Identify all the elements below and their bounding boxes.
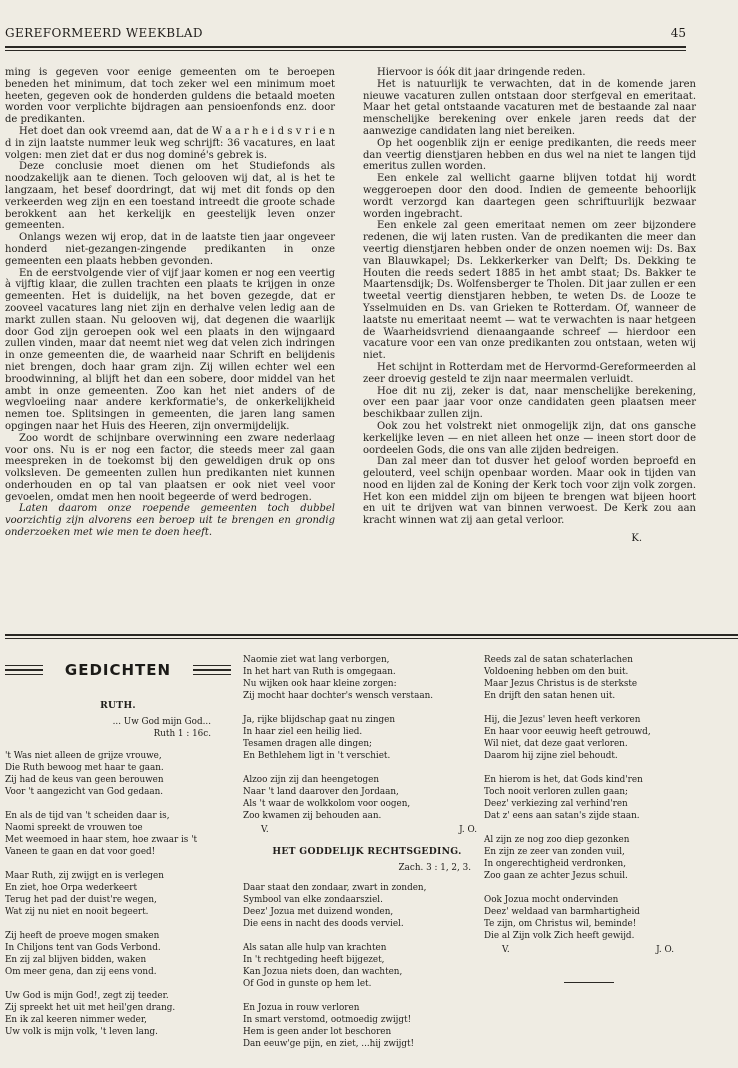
publication-title: GEREFORMEERD WEEKBLAD — [5, 26, 203, 40]
poem-line: Al zijn ze nog zoo diep gezonken — [484, 835, 630, 845]
poem-stanza — [5, 930, 231, 978]
poem-line: In smart verstomd, ootmoedig zwijgt! — [243, 1015, 412, 1025]
article-paragraph: Een enkele zal geen emeritaat nemen om zeer bijzondere redenen, die wij laten rusten. Van de predikanten die meer dan veertig dienstjaren hebben onder de onzen noemen wij: Ds. Bax van Blauwkapel; Ds. Lekkerkerker van Delft; Ds. Dekking te Houten die reeds sedert 1885 in het ambt staat; Ds. Bakker te Maartensdijk; Ds. Wolfensberger te Tholen. Dit jaar zullen er een tweetal veertig dienstjaren hebben, te weten Ds. de Looze te Ysselmuiden en Ds. van Grieken te Rotterdam. Of, wanneer de laatste nu emeritaat neemt — wat te verwachten is naar hetgeen de Waarheidsvriend dienaangaande schreef — hierdoor een vacature voor een van onze predikanten zou ontstaan, weten wij niet. — [363, 220, 696, 362]
poem-line: Voldoening hebben om den buit. — [484, 667, 629, 677]
poem-line: Naomie ziet wat lang verborgen, — [243, 655, 390, 665]
poem-line: Dan eeuw'ge pijn, en ziet, ...hij zwijgt! — [243, 1039, 415, 1049]
poem-line: Ook Jozua mocht ondervinden — [484, 895, 619, 905]
article-paragraph: Laten daarom onze roepende gemeenten toch dubbel voorzichtig zijn alvorens een beroep uit te brengen en grondig onderzoeken met wie men te doen heeft. — [5, 503, 335, 539]
poem-line: En Bethlehem ligt in 't verschiet. — [243, 751, 391, 761]
poem-line: En hierom is het, dat Gods kind'ren — [484, 775, 643, 785]
poem-stanza — [243, 774, 491, 822]
poem-epigraph: ... Uw God mijn God... — [112, 717, 211, 727]
poem-line: Voor 't aangezicht van God gedaan. — [5, 787, 164, 797]
poem-line: Of God in gunste op hem let. — [243, 979, 372, 989]
poem-line: Maar Ruth, zij zwijgt en is verlegen — [5, 871, 164, 881]
poem-line: Wil niet, dat deze gaat verloren. — [484, 739, 628, 749]
ornament-rule — [5, 669, 43, 671]
article-paragraph: Deze conclusie moet dienen om het Studiefonds als noodzakelijk aan te dienen. Toch gelooven wij dat, al is het te langzaam, het besef doordringt, dat wij met dit fonds op den verkeerden weg zijn en een toestand intreedt die groote schade berokkent aan het kerkelijk en geestelijk leven onzer gemeenten. — [5, 161, 335, 232]
poem-line: Ja, rijke blijdschap gaat nu zingen — [243, 715, 396, 725]
poem-line: Maar Jezus Christus is de sterkste — [484, 679, 638, 689]
poem-line: Naomi spreekt de vrouwen toe — [5, 823, 143, 833]
article-paragraph: Hiervoor is óók dit jaar dringende reden. — [377, 67, 586, 78]
poem-line: In Chiljons tent van Gods Verbond. — [5, 943, 161, 953]
ornament-rule — [193, 665, 231, 666]
poem-line: In het hart van Ruth is omgegaan. — [243, 667, 396, 677]
poem-line: Reeds zal de satan schaterlachen — [484, 655, 633, 665]
rechtsgeding-stanzas-part1 — [243, 882, 491, 1050]
article-column-right — [363, 67, 696, 545]
poem-line: En Jozua in rouw verloren — [243, 1003, 360, 1013]
poem-line: Alzoo zijn zij dan heengetogen — [243, 775, 380, 785]
poem-line: En als de tijd van 't scheiden daar is, — [5, 811, 170, 821]
poem-line: Die eens in nacht des doods verviel. — [243, 919, 404, 929]
poem-line: Die Ruth bewoog met haar te gaan. — [5, 763, 164, 773]
poem-line: Toch nooit verloren zullen gaan; — [484, 787, 628, 797]
poem-line: Hij, die Jezus' leven heeft verkoren — [484, 715, 641, 725]
poem-line: Uw God is mijn God!, zegt zij teeder. — [5, 991, 169, 1001]
poem-line: Naar 't land daarover den Jordaan, — [243, 787, 399, 797]
article-paragraph: Het is natuurlijk te verwachten, dat in de komende jaren nieuwe vacaturen zullen ontstaan door sterfgeval en emeritaat. Maar het getal ontstaande vacaturen met de bestaande zal naar menschelijke berekening over enkele jaren reeds dat der aanwezige candidaten lang niet bereiken. — [363, 78, 696, 137]
article-paragraph: Dan zal meer dan tot dusver het geloof worden beproefd en gelouterd, veel schijn openbaar worden. Maar ook in tijden van nood en lijden zal de Koning der Kerk toch voor zijn volk zorgen. Het kon een middel zijn om bijeen te brengen wat bijeen hoort en uit te drijven wat van binnen verwoest. De Kerk zou aan kracht winnen wat zij aan getal verloor. — [363, 456, 696, 527]
end-rule — [564, 982, 614, 983]
article-paragraph: Op het oogenblik zijn er eenige predikanten, die reeds meer dan veertig dienstjaren hebben en dus wel na niet te langen tijd emeritus zullen worden. — [363, 137, 696, 173]
poem-line: Daarom hij zijne ziel behoudt. — [484, 751, 618, 761]
poem-line: Vaneen te gaan en dat voor goed! — [5, 847, 156, 857]
poem-column-2 — [243, 654, 491, 1062]
poem-stanza — [243, 1002, 491, 1050]
poem-line: Nu wijken ook haar kleine zorgen: — [243, 679, 397, 689]
poem-line: In 't rechtgeding heeft bijgezet, — [243, 955, 385, 965]
poem-line: En drijft den satan henen uit. — [484, 691, 616, 701]
poem-line: Dat z' eens aan satan's zijde staan. — [484, 811, 640, 821]
poem-line: Zij had de keus van geen berouwen — [5, 775, 164, 785]
article-column-left — [5, 67, 335, 539]
poem-line: Die al Zijn volk Zich heeft gewijd. — [484, 931, 635, 941]
poem-reference: Ruth 1 : 16c. — [153, 729, 211, 739]
poem-line: Zij spreekt het uit met heil'gen drang. — [5, 1003, 176, 1013]
poem-title-rechtsgeding: HET GODDELIJK RECHTSGEDING. — [272, 846, 462, 857]
gedichten-header — [5, 657, 231, 683]
ruth-stanzas-part2 — [243, 654, 491, 822]
poem-line: Deez' verkiezing zal verhind'ren — [484, 799, 628, 809]
poem-stanza — [243, 654, 491, 702]
header-rule-thin — [5, 50, 686, 51]
article-paragraph: Ook zou het volstrekt niet onmogelijk zijn, dat ons gansche kerkelijke leven — en niet alleen het onze — ineen stort door de oordeelen Gods, die ons van alle zijden bedreigen. — [363, 420, 696, 456]
poem-stanza — [484, 654, 704, 702]
poem-stanza — [243, 714, 491, 762]
poem-line: Als satan alle hulp van krachten — [243, 943, 387, 953]
poem-line: En ziet, hoe Orpa wederkeert — [5, 883, 137, 893]
poem-line: Als 't waar de wolkkolom voor oogen, — [243, 799, 411, 809]
poem-line: Wat zij nu niet en nooit begeert. — [5, 907, 149, 917]
poem-stanza — [5, 870, 231, 918]
poem-line: Kan Jozua niets doen, dan wachten, — [243, 967, 403, 977]
poem-line: En zijn ze zeer van zonden vuil, — [484, 847, 625, 857]
article-paragraph: Hoe dit nu zij, zeker is dat, naar menschelijke berekening, over een paar jaar voor onze candidaten geen plaatsen meer beschikbaar zullen zijn. — [363, 385, 696, 421]
poem-line: Te zijn, om Christus wil, beminde! — [484, 919, 637, 929]
article-paragraph: Zoo wordt de schijnbare overwinning een zware nederlaag voor ons. Nu is er nog een factor, die steeds meer zal gaan meespreken in de toekomst bij den geweldigen druk op ons volksleven. De gemeenten zullen hun predikanten niet kunnen onderhouden en op tal van plaatsen er ook niet veel voor gevoelen, omdat men hen nooit begeerde of werd bedrogen. — [5, 432, 335, 503]
poem-reference: Zach. 3 : 1, 2, 3. — [398, 863, 471, 873]
article-paragraph: Onlangs wezen wij erop, dat in de laatste tien jaar ongeveer honderd niet-gezangen-zingende predikanten in onze gemeenten een plaats hebben gevonden. — [5, 232, 335, 267]
poem-line: Daar staat den zondaar, zwart in zonden, — [243, 883, 427, 893]
poem-stanza — [5, 810, 231, 858]
article-paragraph: En de eerstvolgende vier of vijf jaar komen er nog een veertig à vijftig klaar, die zullen trachten een plaats te krijgen in onze gemeenten. Het is duidelijk, na het boven gezegde, dat er zooveel vacatures lang niet zijn en derhalve velen ledig aan de markt zullen staan. Nu gelooven wij, dat degenen die waarlijk door God zijn geroepen ook wel een plaats in den wijngaard zullen vinden, maar dat neemt niet weg dat velen zich indringen in onze gemeenten die, de waarheid naar Schrift en belijdenis niet brengen, doch haar gram zijn. Zij willen echter wel een broodwinning, al blijft het dan een sobere, door middel van het ambt in onze gemeenten. Zoo kan het niet anders of de wegvloeiing naar andere kerkformatie's, de onkerkelijkheid nemen toe. Splitsingen in gemeenten, die jaren lang samen opgingen naar het Huis des Heeren, zijn onvermijdelijk. — [5, 267, 335, 432]
ornament-rule — [193, 674, 231, 675]
poem-line: In ongerechtigheid verdronken, — [484, 859, 627, 869]
poem-line: Met weemoed in haar stem, hoe zwaar is 't — [5, 835, 198, 845]
ornament-rule — [5, 674, 43, 675]
gedichten-title: GEDICHTEN — [64, 661, 172, 679]
poem-stanza — [243, 942, 491, 990]
poem-stanza — [243, 882, 491, 930]
section-rule-thin — [5, 638, 738, 639]
poem-line: In haar ziel een heilig lied. — [243, 727, 363, 737]
poem-line: Deez' Jozua met duizend wonden, — [243, 907, 394, 917]
rechtsgeding-stanzas-part2 — [484, 654, 704, 942]
article-paragraph: ming is gegeven voor eenige gemeenten om te beroepen beneden het minimum, dat toch zeker wel een minimum moet heeten, gegeven ook de honderden guldens die betaald moeten worden voor verplichte bijdragen aan pensioenfonds enz. door de predikanten. — [5, 67, 335, 126]
poem-line: Terug het pad der duist're wegen, — [5, 895, 157, 905]
poem-line: Om meer gena, dan zij eens vond. — [5, 967, 157, 977]
poem-line: En haar voor eeuwig heeft getrouwd, — [484, 727, 651, 737]
poem-line: Zij heeft de proeve mogen smaken — [5, 931, 160, 941]
poem-column-3 — [484, 654, 704, 983]
poem-line: Uw volk is mijn volk, 't leven lang. — [5, 1027, 158, 1037]
ornament-rule — [193, 669, 231, 671]
poem-line: Deez' weldaad van barmhartigheid — [484, 907, 640, 917]
article-paragraph: Het schijnt in Rotterdam met de Hervormd-Gereformeerden al zeer droevig gesteld te zijn naar meermalen verluidt. — [363, 361, 696, 385]
article-paragraph: Het doet dan ook vreemd aan, dat de W a a r h e i d s v r i e n d in zijn laatste nummer leuk weg schrijft: 36 vacatures, en laat volgen: men ziet dat er dus nog dominé's gebrek is. — [5, 125, 335, 161]
poem-line: En zij zal blijven bidden, waken — [5, 955, 147, 965]
poem-stanza — [484, 894, 704, 942]
signature-jo: J. O. — [656, 945, 674, 955]
ruth-stanzas-part1 — [5, 750, 231, 1038]
poem-line: 't Was niet alleen de grijze vrouwe, — [5, 751, 162, 761]
poem-line: Zij mocht haar dochter's wensch verstaan. — [243, 691, 434, 701]
header-rule-thick — [5, 46, 686, 48]
section-rule-thick — [5, 634, 738, 636]
poem-line: Zoo gaan ze achter Jezus schuil. — [484, 871, 628, 881]
poem-line: Hem is geen ander lot beschoren — [243, 1027, 392, 1037]
signature-v: V. — [261, 825, 269, 835]
poem-stanza — [484, 834, 704, 882]
page-number: 45 — [670, 26, 686, 40]
poem-line: Tesamen dragen alle dingen; — [243, 739, 372, 749]
article-signature: K. — [631, 533, 642, 545]
poem-signature — [243, 824, 491, 836]
poem-signature — [484, 944, 704, 956]
ornament-rule — [5, 665, 43, 666]
page-header — [5, 23, 686, 43]
poem-stanza — [5, 750, 231, 798]
article-paragraph: Een enkele zal wellicht gaarne blijven totdat hij wordt weggeroepen door den dood. Indien de gemeente behoorlijk wordt verzorgd kan daartegen geen schriftuurlijk bezwaar worden ingebracht. — [363, 173, 696, 220]
poem-title-ruth: RUTH. — [100, 700, 136, 711]
poem-stanza — [5, 990, 231, 1038]
signature-jo: J. O. — [459, 825, 477, 835]
poem-line: Zoo kwamen zij behouden aan. — [243, 811, 382, 821]
poem-column-1 — [5, 700, 231, 1050]
poem-line: Symbool van elke zondaarsziel. — [243, 895, 383, 905]
signature-v: V. — [502, 945, 510, 955]
poem-stanza — [484, 774, 704, 822]
poem-line: En ik zal keeren nimmer weder, — [5, 1015, 147, 1025]
poem-stanza — [484, 714, 704, 762]
